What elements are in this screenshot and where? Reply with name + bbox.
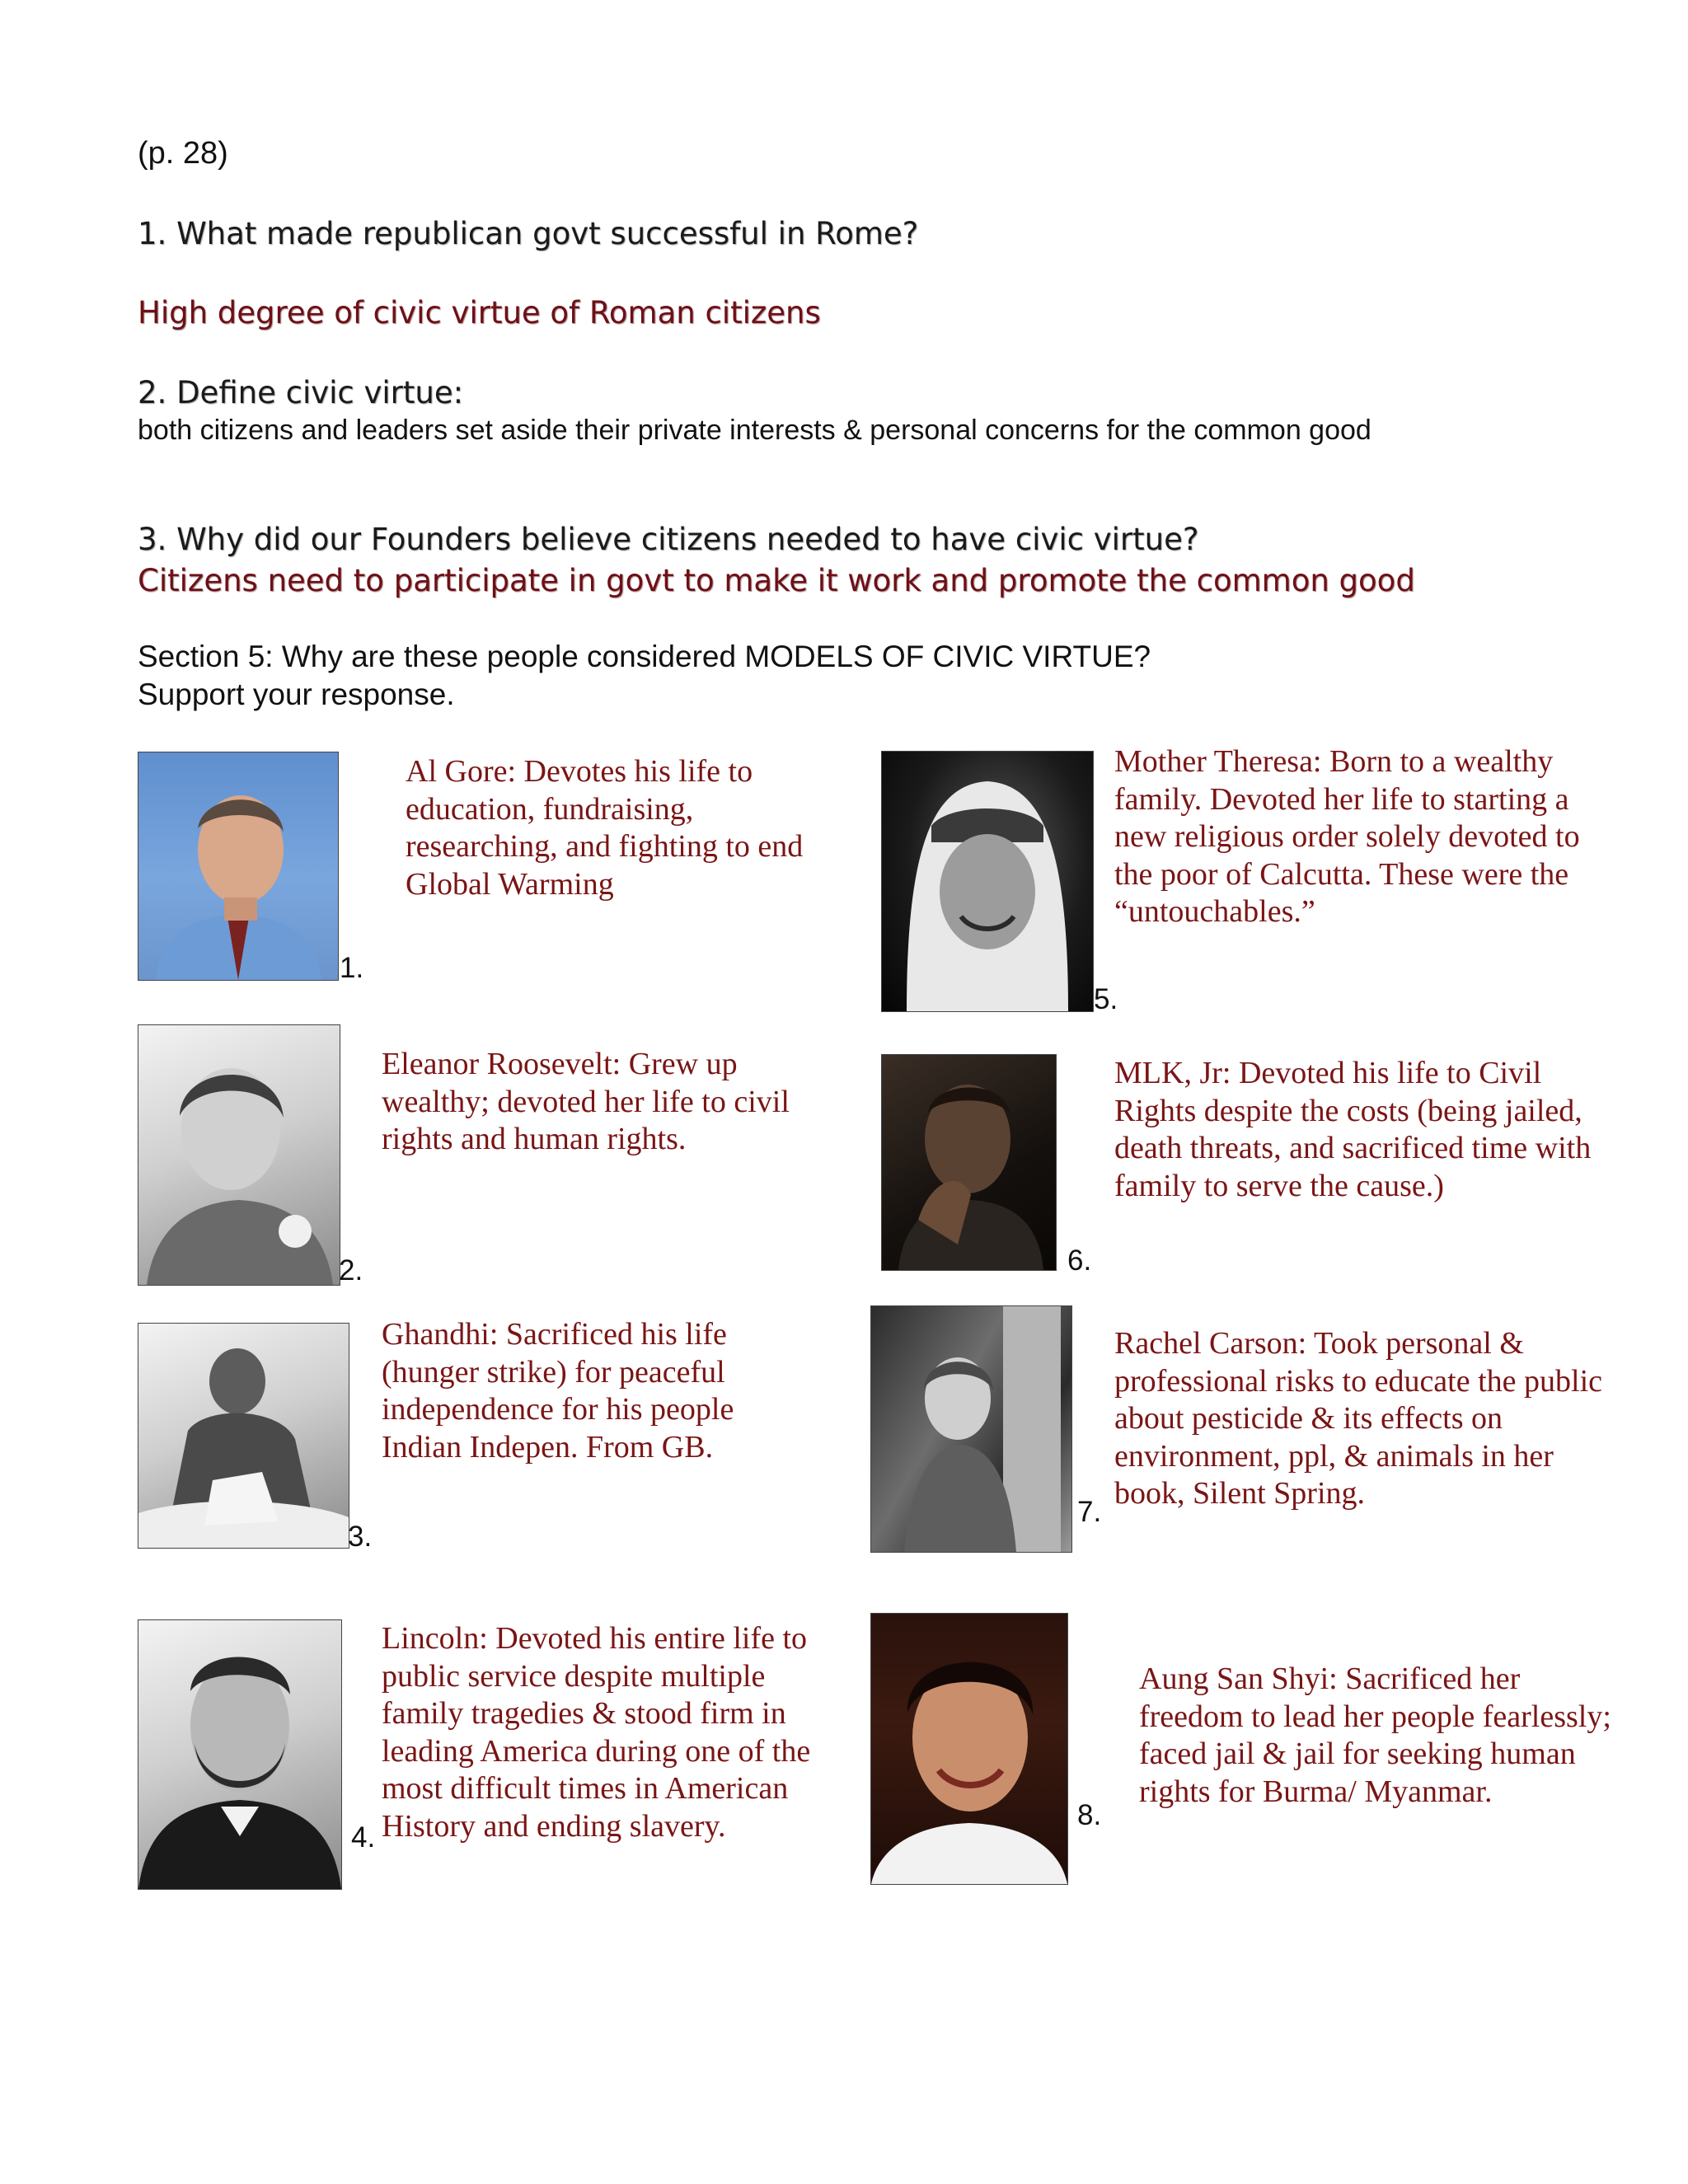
gandhi-portrait-icon xyxy=(138,1324,349,1548)
aung-san-suu-kyi-photo xyxy=(870,1613,1068,1885)
answer-3: Citizens need to participate in govt to make it work and promote the common good xyxy=(138,563,1415,598)
person-bio-7: Rachel Carson: Took personal & professional risks to educate the public about pesticide & its effects on environment, ppl, & animals in her book, Silent Spring. xyxy=(1114,1326,1603,1511)
person-number-6: 6. xyxy=(1067,1244,1092,1277)
al-gore-portrait-icon xyxy=(138,752,338,980)
eleanor-roosevelt-photo xyxy=(138,1024,340,1286)
section-5-heading xyxy=(138,638,1539,714)
answer-1: High degree of civic virtue of Roman citizens xyxy=(138,295,821,330)
mother-theresa-portrait-icon xyxy=(882,752,1093,1011)
person-bio-5: Mother Theresa: Born to a wealthy family. Devoted her life to starting a new religious order solely devoted to the poor of Calcutta. These were the “untouchables.” xyxy=(1114,744,1580,929)
answer-2: both citizens and leaders set aside their private interests & personal concerns for the common good xyxy=(138,415,1372,446)
section-5-line-2: Support your response. xyxy=(138,677,455,711)
question-2: 2. Define civic virtue: xyxy=(138,375,464,410)
rachel-carson-portrait-icon xyxy=(871,1306,1071,1552)
person-number-2: 2. xyxy=(339,1254,363,1286)
person-bio-8: Aung San Shyi: Sacrificed her freedom to lead her people fearlessly; faced jail & jail for seeking human rights for Burma/ Myanmar. xyxy=(1139,1661,1611,1809)
mlk-photo xyxy=(881,1054,1057,1271)
aung-san-suu-kyi-portrait-icon xyxy=(871,1614,1067,1884)
person-bio-2: Eleanor Roosevelt: Grew up wealthy; devoted her life to civil rights and human rights. xyxy=(382,1047,790,1156)
gandhi-photo xyxy=(138,1323,349,1549)
lincoln-photo xyxy=(138,1619,342,1890)
lincoln-portrait-icon xyxy=(138,1620,341,1889)
person-number-8: 8. xyxy=(1077,1799,1102,1831)
mother-theresa-photo xyxy=(881,751,1094,1012)
al-gore-photo xyxy=(138,752,339,981)
person-number-7: 7. xyxy=(1077,1496,1102,1528)
page-reference: (p. 28) xyxy=(138,136,228,171)
person-number-3: 3. xyxy=(348,1521,373,1553)
mlk-portrait-icon xyxy=(882,1055,1056,1270)
rachel-carson-photo xyxy=(870,1305,1072,1553)
person-bio-6: MLK, Jr: Devoted his life to Civil Rights despite the costs (being jailed, death threats, and sacrificed time with family to serve the cause.) xyxy=(1114,1056,1592,1203)
person-bio-1: Al Gore: Devotes his life to education, fundraising, researching, and fighting to end Global Warming xyxy=(406,754,804,902)
person-bio-4: Lincoln: Devoted his entire life to public service despite multiple family tragedies & stood firm in leading America during one of the most difficult times in American History and ending slavery. xyxy=(382,1621,811,1844)
person-number-5: 5. xyxy=(1094,983,1118,1015)
question-3: 3. Why did our Founders believe citizens needed to have civic virtue? xyxy=(138,522,1199,557)
person-number-4: 4. xyxy=(351,1821,376,1854)
section-5-line-1: Section 5: Why are these people considered MODELS OF CIVIC VIRTUE? xyxy=(138,640,1151,673)
person-bio-3: Ghandhi: Sacrificed his life (hunger strike) for peaceful independence for his people Indian Indepen. From GB. xyxy=(382,1317,734,1465)
eleanor-roosevelt-portrait-icon xyxy=(138,1025,340,1285)
question-1: 1. What made republican govt successful in Rome? xyxy=(138,216,919,251)
person-number-1: 1. xyxy=(340,952,364,984)
